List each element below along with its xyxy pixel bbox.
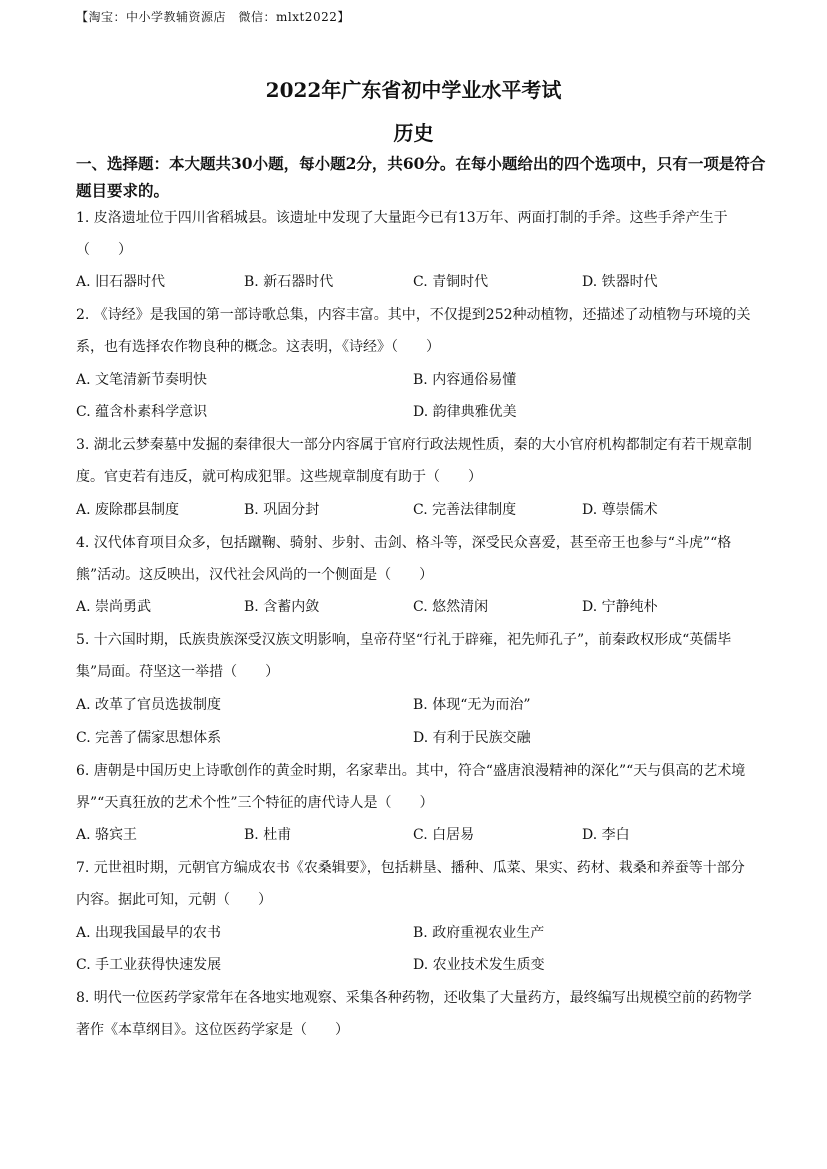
options-question-4 bbox=[76, 591, 756, 623]
option-a: A. 骆宾王 bbox=[76, 827, 138, 843]
option-d: D. 李白 bbox=[582, 827, 630, 843]
question-2: 2. 《诗经》是我国的第一部诗歌总集，内容丰富。其中，不仅提到252种动植物，还描述了动植物与环境的关系，也有选择农作物良种的概念。这表明，《诗经》（ ） bbox=[76, 307, 751, 355]
option-a: A. 文笔清新节奏明快 bbox=[76, 372, 208, 388]
options-question-7-row-2 bbox=[76, 949, 756, 981]
option-c: C. 青铜时代 bbox=[413, 274, 489, 290]
options-question-2-row-1 bbox=[76, 364, 756, 396]
question-1: 1. 皮洛遗址位于四川省稻城县。该遗址中发现了大量距今已有13万年、两面打制的手斧。这些手斧产生于（ ） bbox=[76, 210, 728, 258]
option-a: A. 旧石器时代 bbox=[76, 274, 166, 290]
exam-title: 2022年广东省初中学业水平考试 bbox=[265, 78, 562, 102]
option-a: A. 崇尚勇武 bbox=[76, 599, 152, 615]
option-d: D. 韵律典雅优美 bbox=[413, 404, 517, 420]
options-question-2-row-2 bbox=[76, 396, 756, 428]
question-3: 3. 湖北云梦秦墓中发掘的秦律很大一部分内容属于官府行政法规性质，秦的大小官府机构都制定有若干规章制度。官吏若有违反，就可构成犯罪。这些规章制度有助于（ ） bbox=[76, 437, 752, 485]
options-question-1 bbox=[76, 266, 756, 298]
options-question-3 bbox=[76, 494, 756, 526]
question-7: 7. 元世祖时期，元朝官方编成农书《农桑辑要》，包括耕垦、播种、瓜菜、果实、药材、栽桑和养蚕等十部分内容。据此可知，元朝（ ） bbox=[76, 860, 745, 908]
question-4: 4. 汉代体育项目众多，包括蹴鞠、骑射、步射、击剑、格斗等，深受民众喜爱，甚至帝王也参与“斗虎”“格熊”活动。这反映出，汉代社会风尚的一个侧面是（ ） bbox=[76, 535, 732, 583]
exam-subject: 历史 bbox=[393, 121, 434, 145]
section-heading: 一、选择题：本大题共30小题，每小题2分，共60分。在每小题给出的四个选项中，只有一项是符合题目要求的。 bbox=[76, 154, 766, 200]
option-c: C. 蕴含朴素科学意识 bbox=[76, 404, 208, 420]
option-d: D. 有利于民族交融 bbox=[413, 730, 531, 746]
option-b: B. 巩固分封 bbox=[244, 502, 320, 518]
option-b: B. 体现“无为而治” bbox=[413, 697, 531, 713]
option-c: C. 完善了儒家思想体系 bbox=[76, 730, 222, 746]
option-b: B. 杜甫 bbox=[244, 827, 292, 843]
option-b: B. 新石器时代 bbox=[244, 274, 334, 290]
options-question-5-row-1 bbox=[76, 689, 756, 721]
option-a: A. 出现我国最早的农书 bbox=[76, 925, 222, 941]
option-c: C. 白居易 bbox=[413, 827, 475, 843]
options-question-5-row-2 bbox=[76, 722, 756, 754]
options-question-7-row-1 bbox=[76, 917, 756, 949]
option-d: D. 农业技术发生质变 bbox=[413, 957, 545, 973]
option-d: D. 铁器时代 bbox=[582, 274, 658, 290]
question-5: 5. 十六国时期，氐族贵族深受汉族文明影响，皇帝苻坚“行礼于辟雍，祀先师孔子”，前秦政权形成“英儒毕集”局面。苻坚这一举措（ ） bbox=[76, 632, 732, 680]
option-c: C. 完善法律制度 bbox=[413, 502, 517, 518]
option-a: A. 废除郡县制度 bbox=[76, 502, 180, 518]
option-b: B. 政府重视农业生产 bbox=[413, 925, 545, 941]
option-a: A. 改革了官员选拔制度 bbox=[76, 697, 222, 713]
option-c: C. 悠然清闲 bbox=[413, 599, 489, 615]
option-c: C. 手工业获得快速发展 bbox=[76, 957, 222, 973]
question-8: 8. 明代一位医药学家常年在各地实地观察、采集各种药物，还收集了大量药方，最终编写出规模空前的药物学著作《本草纲目》。这位医药学家是（ ） bbox=[76, 990, 752, 1038]
option-b: B. 内容通俗易懂 bbox=[413, 372, 517, 388]
question-6: 6. 唐朝是中国历史上诗歌创作的黄金时期，名家辈出。其中，符合“盛唐浪漫精神的深化”“天与俱高的艺术境界”“天真狂放的艺术个性”三个特征的唐代诗人是（ ） bbox=[76, 763, 746, 811]
option-d: D. 宁静纯朴 bbox=[582, 599, 658, 615]
header-note: 【淘宝：中小学教辅资源店 微信：mlxt2022】 bbox=[76, 10, 350, 24]
option-d: D. 尊崇儒术 bbox=[582, 502, 658, 518]
option-b: B. 含蓄内敛 bbox=[244, 599, 320, 615]
options-question-6 bbox=[76, 819, 756, 851]
